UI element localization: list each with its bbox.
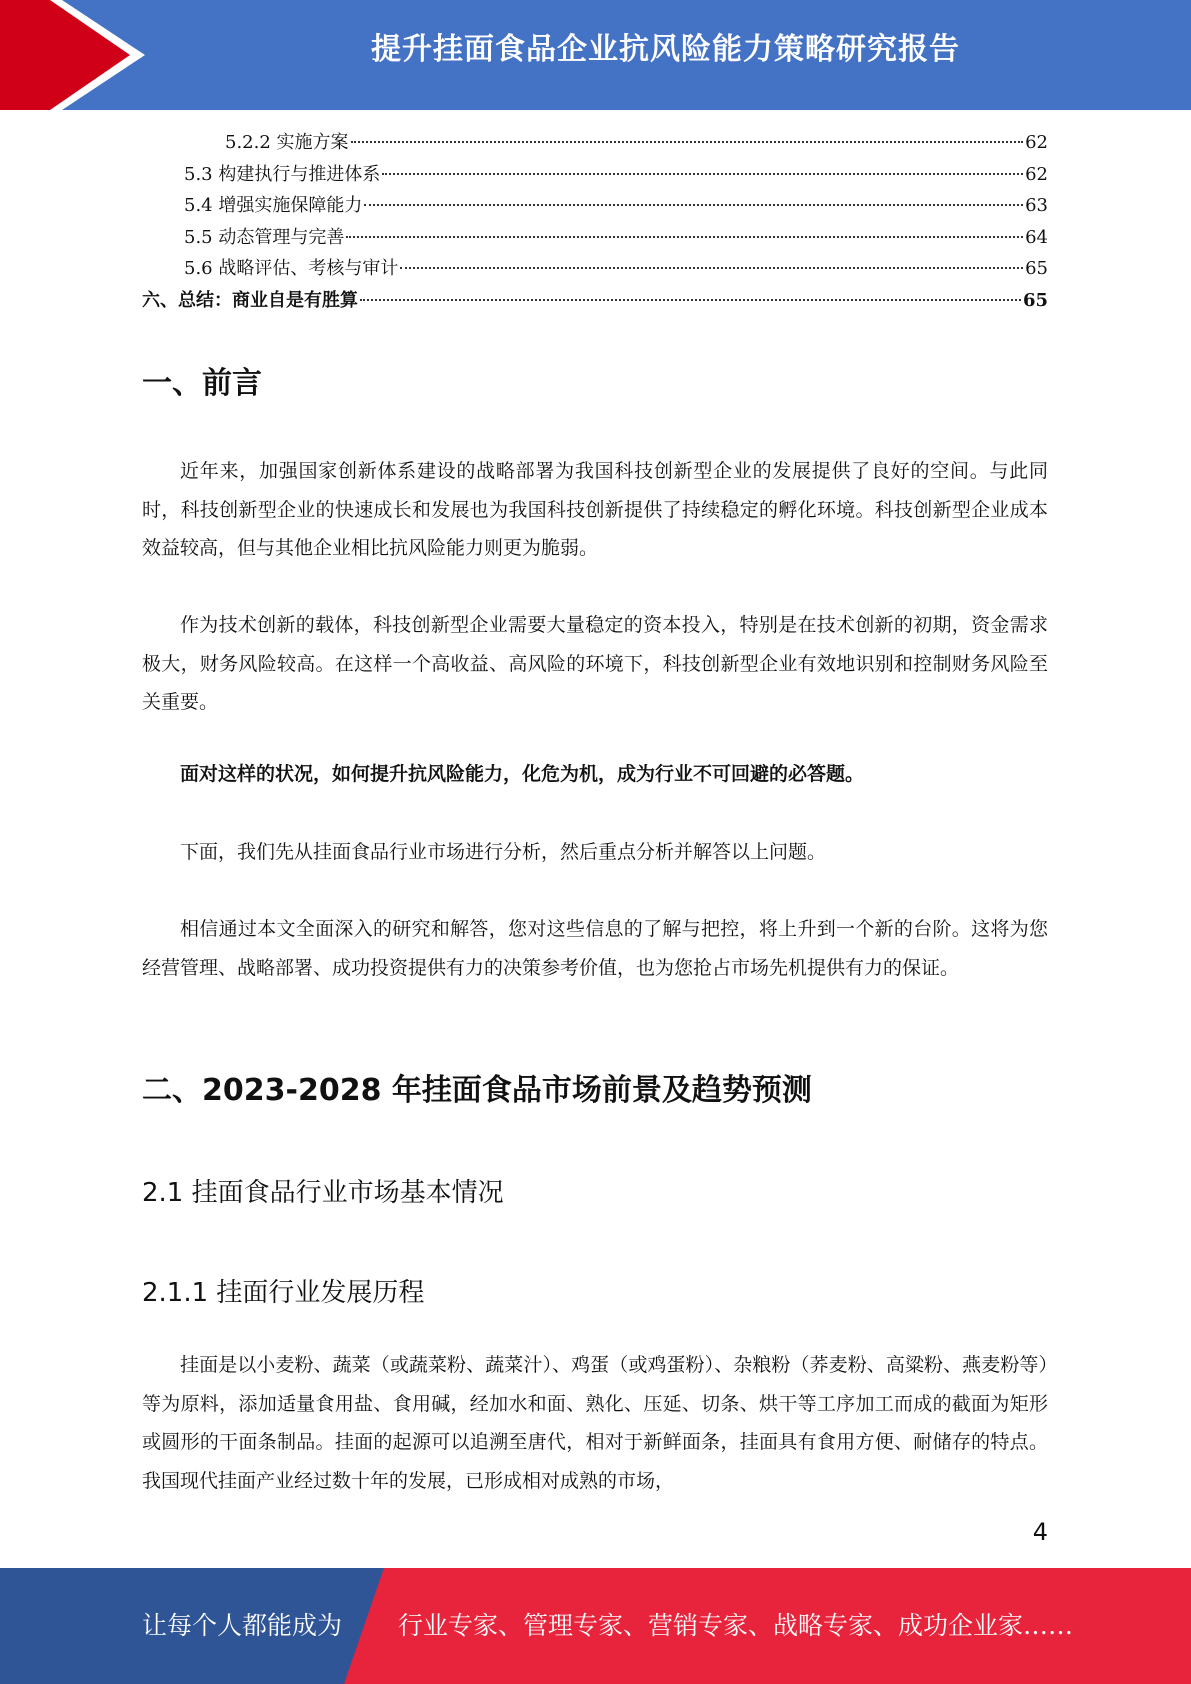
- toc-leader-dots: [382, 173, 1023, 175]
- toc-entry-page: 62: [1025, 163, 1048, 185]
- toc-leader-dots: [346, 236, 1023, 238]
- toc-leader-dots: [351, 141, 1024, 143]
- preface-paragraph: 近年来，加强国家创新体系建设的战略部署为我国科技创新型企业的发展提供了良好的空间。与此同时，科技创新型企业的快速成长和发展也为我国科技创新提供了持续稳定的孵化环境。科技创新型企业成本效益较高，但与其他企业相比抗风险能力则更为脆弱。: [142, 460, 1048, 559]
- page-footer: [0, 1568, 1191, 1684]
- toc-entry-page: 63: [1025, 195, 1048, 216]
- toc-entry[interactable]: [142, 160, 1048, 192]
- page-number: 4: [1032, 1518, 1048, 1546]
- toc-entry-label: 六、总结：商业自是有胜算: [142, 289, 358, 311]
- preface-paragraph: 作为技术创新的载体，科技创新型企业需要大量稳定的资本投入，特别是在技术创新的初期，资金需求极大，财务风险较高。在这样一个高收益、高风险的环境下，科技创新型企业有效地识别和控制财务风险至关重要。: [142, 614, 1048, 713]
- toc-entry-page: 65: [1022, 289, 1048, 311]
- toc-entry[interactable]: [142, 286, 1048, 318]
- forecast-paragraph: 挂面是以小麦粉、蔬菜（或蔬菜粉、蔬菜汁）、鸡蛋（或鸡蛋粉）、杂粮粉（荞麦粉、高粱粉、燕麦粉等）等为原料，添加适量食用盐、食用碱，经加水和面、熟化、压延、切条、烘干等工序加工而成的截面为矩形或圆形的干面条制品。挂面的起源可以追溯至唐代，相对于新鲜面条，挂面具有食用方便、耐储存的特点。我国现代挂面产业经过数十年的发展，已形成相对成熟的市场，: [142, 1354, 1048, 1492]
- section-heading-preface: 一、前言: [142, 366, 262, 401]
- toc-entry-page: 64: [1025, 226, 1048, 248]
- footer-slogan-left: 让每个人都能成为: [142, 1611, 343, 1640]
- toc-entry-label: 5.2.2 实施方案: [225, 132, 349, 153]
- preface-paragraph: 下面，我们先从挂面食品行业市场进行分析，然后重点分析并解答以上问题。: [180, 841, 827, 863]
- toc-entry-page: 65: [1025, 258, 1048, 279]
- toc-leader-dots: [364, 204, 1023, 206]
- toc-leader-dots: [400, 267, 1023, 269]
- toc-entry-label: 5.4 增强实施保障能力: [184, 195, 363, 216]
- toc-entry-label: 5.6 战略评估、考核与审计: [184, 258, 399, 279]
- section-heading-forecast: 二、2023-2028 年挂面食品市场前景及趋势预测: [142, 1073, 812, 1108]
- footer-slogan-right: 行业专家、管理专家、营销专家、战略专家、成功企业家……: [398, 1611, 1074, 1640]
- toc-entry[interactable]: [142, 191, 1048, 223]
- report-title: 提升挂面食品企业抗风险能力策略研究报告: [371, 32, 960, 67]
- toc-entry-label: 5.5 动态管理与完善: [184, 226, 345, 248]
- toc-entry[interactable]: [142, 128, 1048, 160]
- table-of-contents: [142, 128, 1048, 317]
- toc-entry-page: 62: [1025, 132, 1048, 153]
- preface-key-question: 面对这样的状况，如何提升抗风险能力，化危为机，成为行业不可回避的必答题。: [180, 763, 865, 785]
- toc-entry[interactable]: [142, 254, 1048, 286]
- preface-paragraph: 相信通过本文全面深入的研究和解答，您对这些信息的了解与把控，将上升到一个新的台阶。这将为您经营管理、战略部署、成功投资提供有力的决策参考价值，也为您抢占市场先机提供有力的保证。: [142, 918, 1048, 979]
- toc-leader-dots: [360, 299, 1021, 301]
- toc-entry-label: 5.3 构建执行与推进体系: [184, 163, 381, 185]
- subsection-heading: 2.1 挂面食品行业市场基本情况: [142, 1178, 504, 1208]
- subsection-heading: 2.1.1 挂面行业发展历程: [142, 1278, 425, 1308]
- page-header: [0, 0, 1191, 110]
- toc-entry[interactable]: [142, 223, 1048, 255]
